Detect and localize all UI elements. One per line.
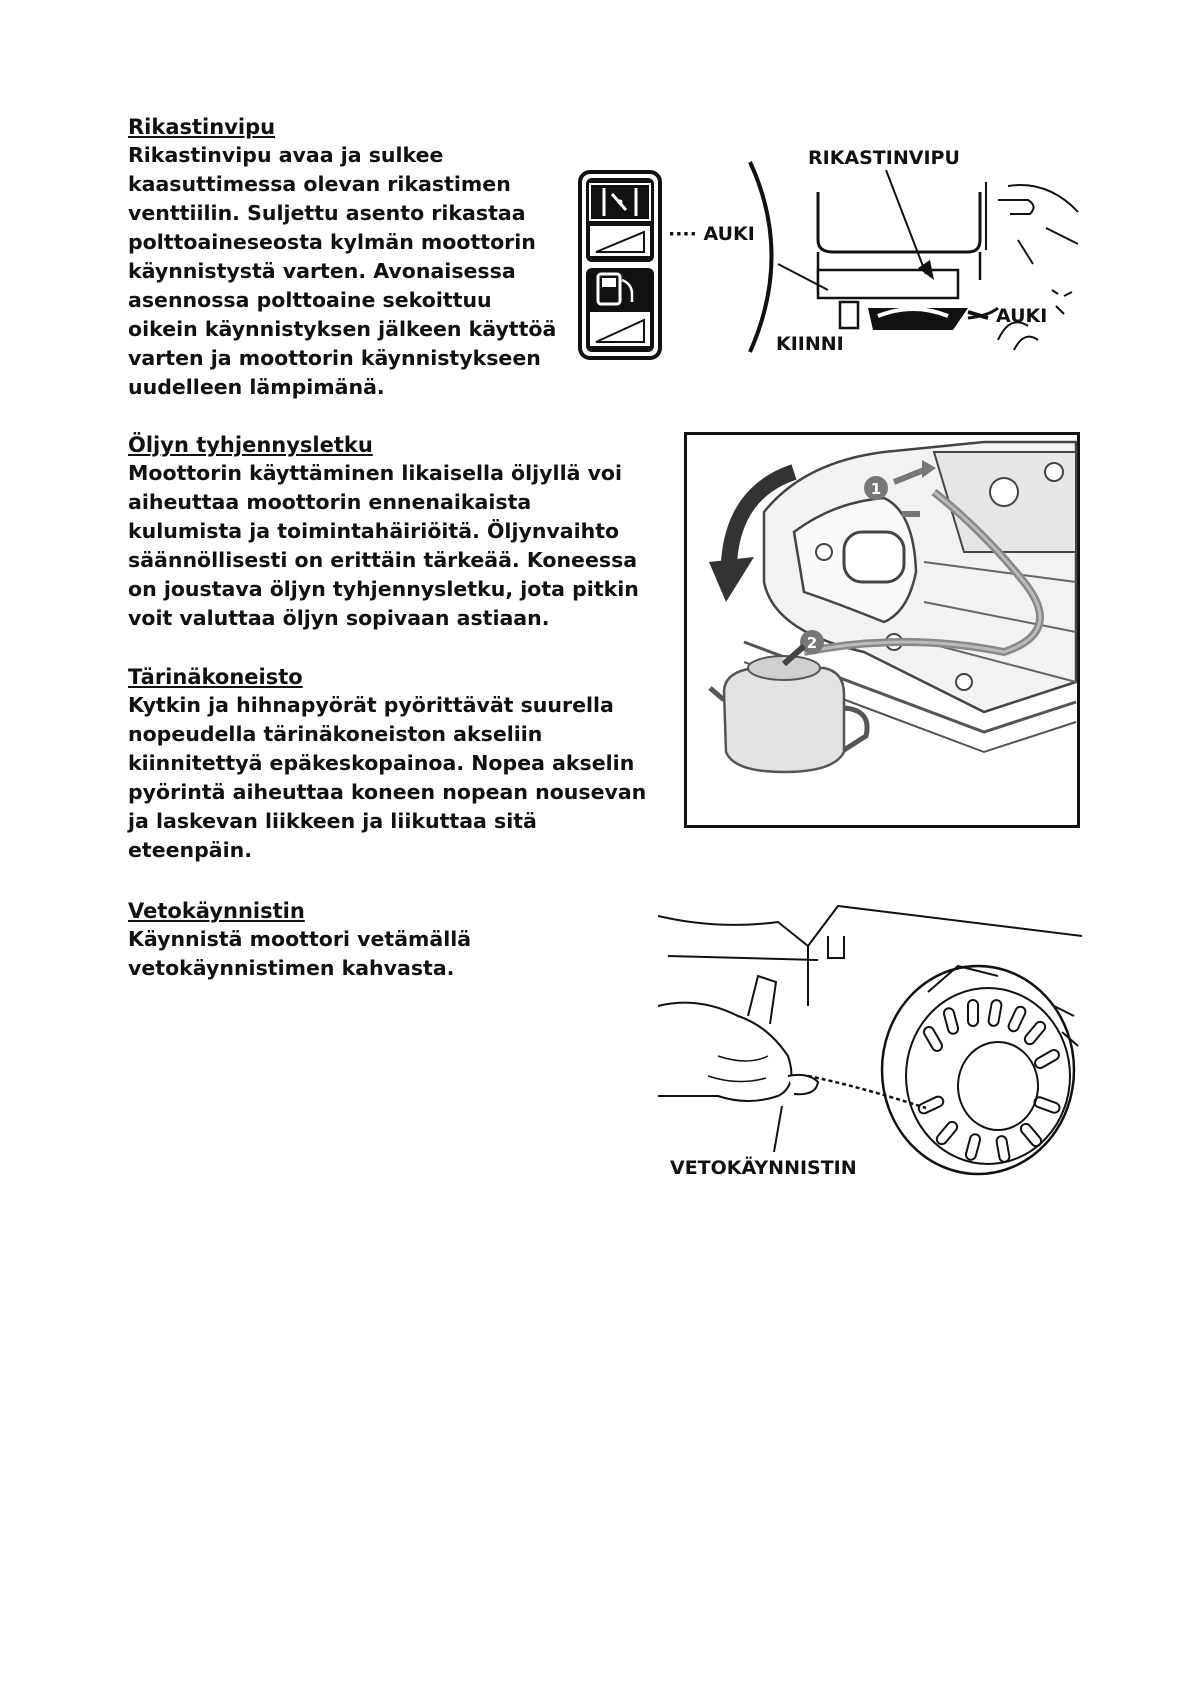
text-oil-drain: Moottorin käyttäminen likaisella öljyllä voi aiheuttaa moottorin ennenaikaista kulumista ja toimintahäiriöitä. Öljynvaihto säännöllisesti on erittäin tärkeää. Koneessa on joustava öljyn tyhjennysletku, jota pitkin voit valuttaa öljyn sopivaan astiaan. — [128, 461, 639, 630]
section-recoil — [128, 898, 648, 983]
oil-drain-figure — [684, 432, 1080, 828]
label-kiinni: KIINNI — [776, 333, 844, 355]
oil-step-2: 2 — [806, 634, 818, 652]
choke-symbol-plate — [578, 170, 662, 360]
label-vetokaynnistin: VETOKÄYNNISTIN — [670, 1157, 857, 1179]
heading-recoil: Vetokäynnistin — [128, 899, 305, 923]
oil-step-1: 1 — [870, 480, 882, 498]
heading-choke: Rikastinvipu — [128, 115, 276, 139]
label-auki-right: AUKI — [996, 305, 1048, 327]
recoil-starter-figure — [658, 896, 1082, 1180]
section-choke — [128, 114, 568, 402]
label-auki-left: ···· AUKI — [668, 223, 755, 245]
text-recoil: Käynnistä moottori vetämällä vetokäynnistimen kahvasta. — [128, 927, 472, 980]
section-vibration — [128, 664, 668, 865]
text-vibration: Kytkin ja hihnapyörät pyörittävät suurella nopeudella tärinäkoneiston akseliin kiinnitettyä epäkeskopainoa. Nopea akselin pyörintä aiheuttaa koneen nopean nousevan ja laskevan liikkeen ja liikuttaa sitä eteenpäin. — [128, 693, 647, 862]
choke-lever-figure — [668, 140, 1088, 370]
section-oil-drain — [128, 432, 648, 633]
text-choke: Rikastinvipu avaa ja sulkee kaasuttimessa olevan rikastimen venttiilin. Suljettu asento rikastaa polttoaineseosta kylmän moottorin käynnistystä varten. Avonaisessa asennossa polttoaine sekoittuu oikein käynnistyksen jälkeen käyttöä varten ja moottorin käynnistykseen uudelleen lämpimänä. — [128, 143, 557, 399]
heading-oil-drain: Öljyn tyhjennysletku — [128, 433, 373, 457]
label-rikastinvipu: RIKASTINVIPU — [808, 147, 960, 169]
heading-vibration: Tärinäkoneisto — [128, 665, 303, 689]
